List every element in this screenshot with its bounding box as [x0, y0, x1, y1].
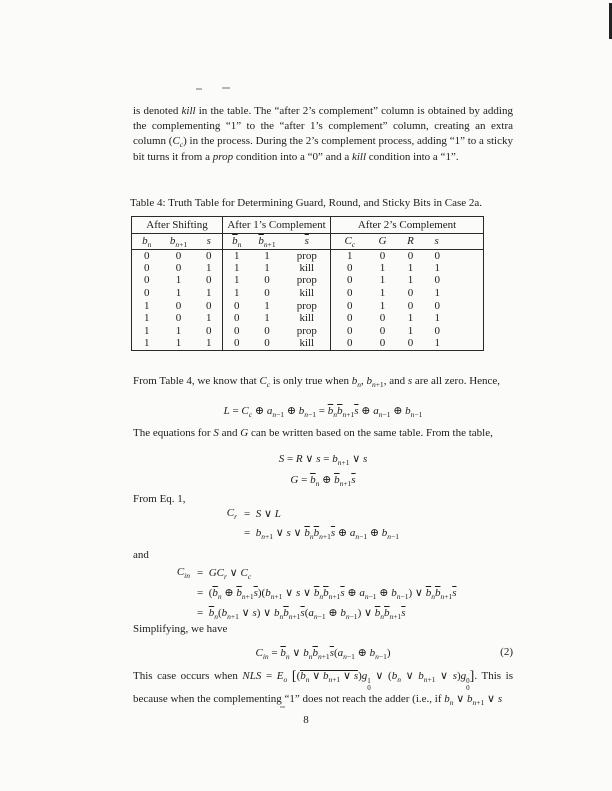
cell: 0 [144, 261, 150, 274]
cell: 0 [223, 312, 251, 325]
cell: 0 [264, 337, 270, 350]
cell: prop [296, 324, 317, 337]
cell: 1 [175, 324, 182, 337]
cell: 1 [175, 337, 182, 350]
cell: 0 [379, 312, 386, 325]
col-header-bn1: $b_{n+1}$ [162, 234, 196, 250]
cell: 1 [223, 262, 251, 275]
cell: 1 [379, 287, 386, 300]
cell: 0 [407, 287, 414, 300]
cell: 1 [434, 261, 441, 274]
table-row [132, 287, 484, 300]
cell: 1 [175, 274, 182, 287]
col-header-bn1-bar: $\overline{b}_{n+1}$ [251, 234, 284, 250]
equation-lhs: $C_r$ [226, 507, 237, 522]
equation-Cr-line1 [133, 507, 513, 520]
cell: 1 [407, 312, 414, 325]
cell: 0 [264, 287, 270, 300]
col-header-bn: $b_n$ [132, 234, 162, 250]
cell: 1 [379, 299, 386, 312]
cell: kill [299, 312, 315, 325]
cell: prop [296, 249, 317, 262]
cell: 0 [331, 275, 369, 288]
cell: 0 [206, 324, 212, 337]
cell: 0 [434, 299, 441, 312]
cell: 0 [331, 300, 369, 313]
cell: 0 [144, 287, 150, 300]
group-after-2s-complement: After 2’s Complement [331, 217, 484, 234]
equation-lhs: $C_{in}$ [176, 566, 190, 581]
cell: 0 [264, 274, 270, 287]
cell: 1 [264, 312, 270, 325]
cell: 0 [407, 249, 414, 262]
scan-artifact [196, 88, 202, 90]
cell: 1 [206, 287, 212, 300]
cell: 0 [331, 262, 369, 275]
cell: 0 [331, 312, 369, 325]
page-number: 8 [303, 714, 309, 726]
cell: 1 [144, 324, 150, 337]
cell: 0 [206, 274, 212, 287]
cell: prop [296, 274, 317, 287]
scan-artifact [222, 87, 230, 89]
cell: 0 [379, 249, 386, 262]
paragraph-kill-description: is denoted kill in the table. The “after 2’s complement” column is obtained by adding the complementing “1” to the “after 1’s complement” column, creating an extra column $(C_c)$ in the process. During the 2’s complement process, adding “1” to a sticky bit turns it from a prop condition into a “0” and a kill condition into a “1”. [133, 105, 513, 163]
paragraph-this-case: This case occurs when NLS = $E_o$ [($b_n$ ∨ $b_{n+1}$ ∨ s)g 1 0 ∨ ($b_n$ ∨ $b_{n+1}$ ∨ s)g 0 0 ]. This is because when the complementing “1” does not reach the adder (i.e., if $b_n$ ∨ $b_{n+1}$ ∨ s [133, 669, 513, 708]
col-header-r: R [397, 234, 425, 250]
cell: 1 [379, 274, 386, 287]
group-after-shifting: After Shifting [132, 217, 223, 234]
cell: 0 [206, 299, 212, 312]
cell: 1 [206, 312, 212, 325]
cell: 1 [264, 299, 270, 312]
table-row [132, 250, 484, 263]
cell: 0 [379, 337, 386, 350]
cell: 0 [434, 324, 441, 337]
equation-2 [133, 646, 513, 662]
truth-table-body [132, 250, 484, 351]
cell: 0 [434, 274, 441, 287]
col-header-cc: $C_c$ [331, 234, 369, 250]
cell: 1 [144, 312, 150, 325]
cell: 0 [144, 249, 150, 262]
paragraph-from-eq-1: From Eq. 1, [133, 493, 186, 505]
cell: 1 [434, 312, 441, 325]
group-after-1s-complement: After 1’s Complement [223, 217, 331, 234]
col-header-s: s [196, 234, 223, 250]
paragraph-simplifying: Simplifying, we have [133, 623, 228, 635]
cell: 0 [331, 325, 369, 338]
cell: 0 [331, 287, 369, 300]
cell: kill [299, 287, 315, 300]
cell: 0 [223, 338, 251, 351]
cell: 1 [379, 261, 386, 274]
cell: 0 [434, 249, 441, 262]
equation-L: $L = C_c$ ⊕ $a_{n-1}$ ⊕ $b_{n-1} = \overline{b}_n\overline{b}_{n+1}\overline{s}$ ⊕ $a_{n-1}$ ⊕ $b_{n-1}$ [223, 405, 423, 420]
cell: 1 [144, 337, 150, 350]
cell: 0 [223, 300, 251, 313]
cell: 0 [144, 274, 150, 287]
paragraph-and: and [133, 549, 149, 561]
cell: 0 [407, 337, 414, 350]
cell: 1 [434, 287, 441, 300]
cell: 0 [175, 249, 182, 262]
table-group-header-row [132, 217, 484, 234]
cell: 1 [331, 250, 369, 263]
equation-Cr-line2 [133, 526, 513, 542]
equation-lhs-empty [133, 586, 190, 599]
cell: 1 [407, 261, 414, 274]
cell: 1 [407, 274, 414, 287]
table-column-header-row [132, 234, 484, 250]
cell: 1 [264, 249, 270, 262]
paragraph-equations-s-g: The equations for S and G can be written based on the same table. From the table, [133, 427, 493, 439]
equation-rhs: = $b_{n+1}$ ∨ s ∨ $\overline{b}_n\overline{b}_{n+1}\overline{s}$ ⊕ $a_{n-1}$ ⊕ $b_{n-1}$ [244, 527, 400, 542]
table-row [132, 312, 484, 325]
equation-S: S = R ∨ $s = b_{n+1}$ ∨ s [278, 453, 368, 468]
cell: 0 [175, 312, 182, 325]
cell: 1 [223, 250, 251, 263]
cell: 1 [144, 299, 150, 312]
col-header-s2: s [425, 234, 484, 250]
cell: 0 [331, 338, 369, 351]
equation-lhs-empty [133, 526, 237, 539]
cell: 1 [407, 324, 414, 337]
cell: 1 [175, 287, 182, 300]
equation-lhs-empty [133, 606, 190, 619]
col-header-s-bar: $\overline{s}$ [284, 234, 331, 250]
cell: 1 [434, 337, 441, 350]
cell: 1 [206, 337, 212, 350]
table-row [132, 338, 484, 351]
cell: 0 [264, 324, 270, 337]
table-row [132, 262, 484, 275]
equation-Cin-line3 [133, 606, 513, 622]
table-row [132, 325, 484, 338]
equation-rhs: = $\overline{b}_n(b_{n+1}$ ∨ s) ∨ $b_n\overline{b}_{n+1}\overline{s}(a_{n-1}$ ⊕ $b_{n-1}$) ∨ $\overline{b}_n\overline{b}_{n+1}\overline{s}$ [197, 607, 406, 622]
equation-Cin-line2 [133, 586, 513, 602]
equation-Cin-line1 [133, 566, 513, 582]
cell: 1 [223, 287, 251, 300]
cell: kill [299, 337, 315, 350]
cell: prop [296, 299, 317, 312]
cell: 1 [206, 261, 212, 274]
cell: 0 [175, 261, 182, 274]
truth-table [131, 216, 484, 351]
equation-rhs: = S ∨ L [244, 508, 281, 520]
col-header-bn-bar: $\overline{b}_n$ [223, 234, 251, 250]
cell: kill [299, 261, 315, 274]
equation-G: $G = \overline{b}_n$ ⊕ $\overline{b}_{n+1}\overline{s}$ [290, 474, 356, 489]
equation-rhs: = $GC_r$ ∨ $C_c$ [197, 567, 252, 582]
equation-number: (2) [500, 646, 513, 658]
paragraph-from-table-4: From Table 4, we know that $C_c$ is only true when $b_n$, $b_{n+1}$, and s are all zero. Hence, [133, 375, 501, 390]
cell: 0 [223, 325, 251, 338]
cell: 0 [175, 299, 182, 312]
cell: 0 [206, 249, 212, 262]
cell: 1 [223, 275, 251, 288]
cell: 0 [407, 299, 414, 312]
table-row [132, 300, 484, 313]
table-row [132, 275, 484, 288]
equation-rhs: = ($\overline{b}_n$ ⊕ $\overline{b}_{n+1}\overline{s})(b_{n+1}$ ∨ s ∨ $\overline{b}_n\overline{b}_{n+1}\overline{s}$ ⊕ $a_{n-1}$ ⊕ $b_{n-1}$) ∨ $\overline{b}_n\overline{b}_{n+1}\overline{s}$ [197, 587, 457, 602]
cell: 1 [264, 261, 270, 274]
equation-2-body: $C_{in} = \overline{b}_n$ ∨ $b_n\overline{b}_{n+1}\overline{s}(a_{n-1}$ ⊕ $b_{n-1}$) [255, 647, 391, 662]
cell: 0 [379, 324, 386, 337]
col-header-g: G [369, 234, 397, 250]
table-caption: Table 4: Truth Table for Determining Guard, Round, and Sticky Bits in Case 2a. [129, 197, 483, 209]
